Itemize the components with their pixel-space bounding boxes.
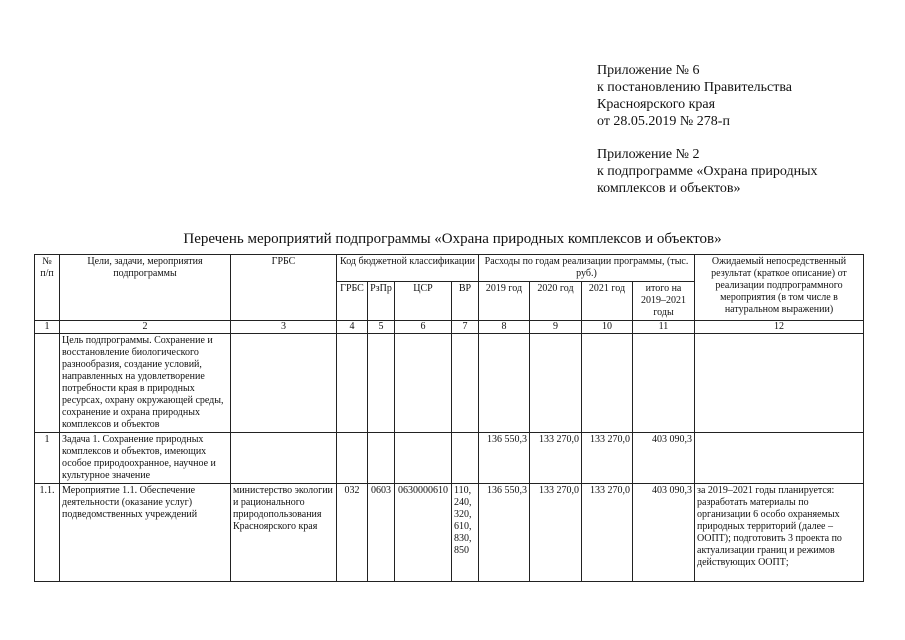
measure-vr: 110, 240, 320, 610, 830, 850 [452,484,479,582]
column-number: 3 [231,321,337,334]
appendix-2-line-1: Приложение № 2 [597,147,700,162]
appendix-6-block [597,62,792,130]
appendix-2-line-3: комплексов и объектов» [597,181,741,196]
header-2020: 2020 год [530,282,582,321]
task-row [35,433,864,484]
measure-2019: 136 550,3 [479,484,530,582]
task-2019: 136 550,3 [479,433,530,484]
task-total: 403 090,3 [633,433,695,484]
measures-table [34,254,864,582]
measure-result: за 2019–2021 годы планируется: разработать материалы по организации 6 особо охраняемых природных территорий (далее – ООПТ); подготовить 3 проекта по актуализации границ и режимов действующих ООПТ; [695,484,864,582]
task-text: Задача 1. Сохранение природных комплексов и объектов, имеющих особое природоохранное, научное и культурное значение [60,433,231,484]
column-number: 6 [395,321,452,334]
measure-total: 403 090,3 [633,484,695,582]
measure-rzpr: 0603 [368,484,395,582]
column-number: 5 [368,321,395,334]
measure-num: 1.1. [35,484,60,582]
measure-csr: 0630000610 [395,484,452,582]
goal-text: Цель подпрограммы. Сохранение и восстановление биологического разнообразия, создание условий, направленных на удовлетворение потребности края в природных ресурсах, охрану окружающей среды, сохранение и охрана природных комплексов и объектов [60,334,231,433]
column-number: 9 [530,321,582,334]
header-budget-code: Код бюджетной классификации [337,255,479,282]
header-num: № п/п [35,255,60,321]
header-sub-grbs: ГРБС [337,282,368,321]
task-2020: 133 270,0 [530,433,582,484]
header-sub-csr: ЦСР [395,282,452,321]
appendix-6-line-1: Приложение № 6 [597,63,700,78]
measure-2020: 133 270,0 [530,484,582,582]
appendix-2-line-2: к подпрограмме «Охрана природных [597,164,818,179]
column-number: 11 [633,321,695,334]
goal-row [35,334,864,433]
header-grbs: ГРБС [231,255,337,321]
header-sub-vr: ВР [452,282,479,321]
measure-2021: 133 270,0 [582,484,633,582]
document-title: Перечень мероприятий подпрограммы «Охрана природных комплексов и объектов» [183,231,722,247]
header-2019: 2019 год [479,282,530,321]
column-number: 2 [60,321,231,334]
measure-text: Мероприятие 1.1. Обеспечение деятельности (оказание услуг) подведомственных учреждений [60,484,231,582]
header-sub-rzpr: РзПр [368,282,395,321]
appendix-6-line-2: к постановлению Правительства [597,80,793,95]
measure-row [35,484,864,582]
column-number: 4 [337,321,368,334]
column-number: 8 [479,321,530,334]
header-goals: Цели, задачи, мероприятия подпрограммы [60,255,231,321]
column-number: 7 [452,321,479,334]
measure-grbs: министерство экологии и рационального природопользования Красноярского края [231,484,337,582]
measure-grbs-code: 032 [337,484,368,582]
column-number: 12 [695,321,864,334]
column-number-row [35,321,864,334]
header-total: итого на 2019–2021 годы [633,282,695,321]
task-num: 1 [35,433,60,484]
header-row-1 [35,255,864,282]
appendix-2-block [597,146,818,197]
header-result: Ожидаемый непосредственный результат (краткое описание) от реализации подпрограммного мероприятия (в том числе в натуральном выражении) [695,255,864,321]
appendix-6-line-4: от 28.05.2019 № 278-п [597,114,730,129]
appendix-6-line-3: Красноярского края [597,97,716,112]
task-2021: 133 270,0 [582,433,633,484]
header-expenses: Расходы по годам реализации программы, (тыс. руб.) [479,255,695,282]
column-number: 1 [35,321,60,334]
column-number: 10 [582,321,633,334]
header-2021: 2021 год [582,282,633,321]
